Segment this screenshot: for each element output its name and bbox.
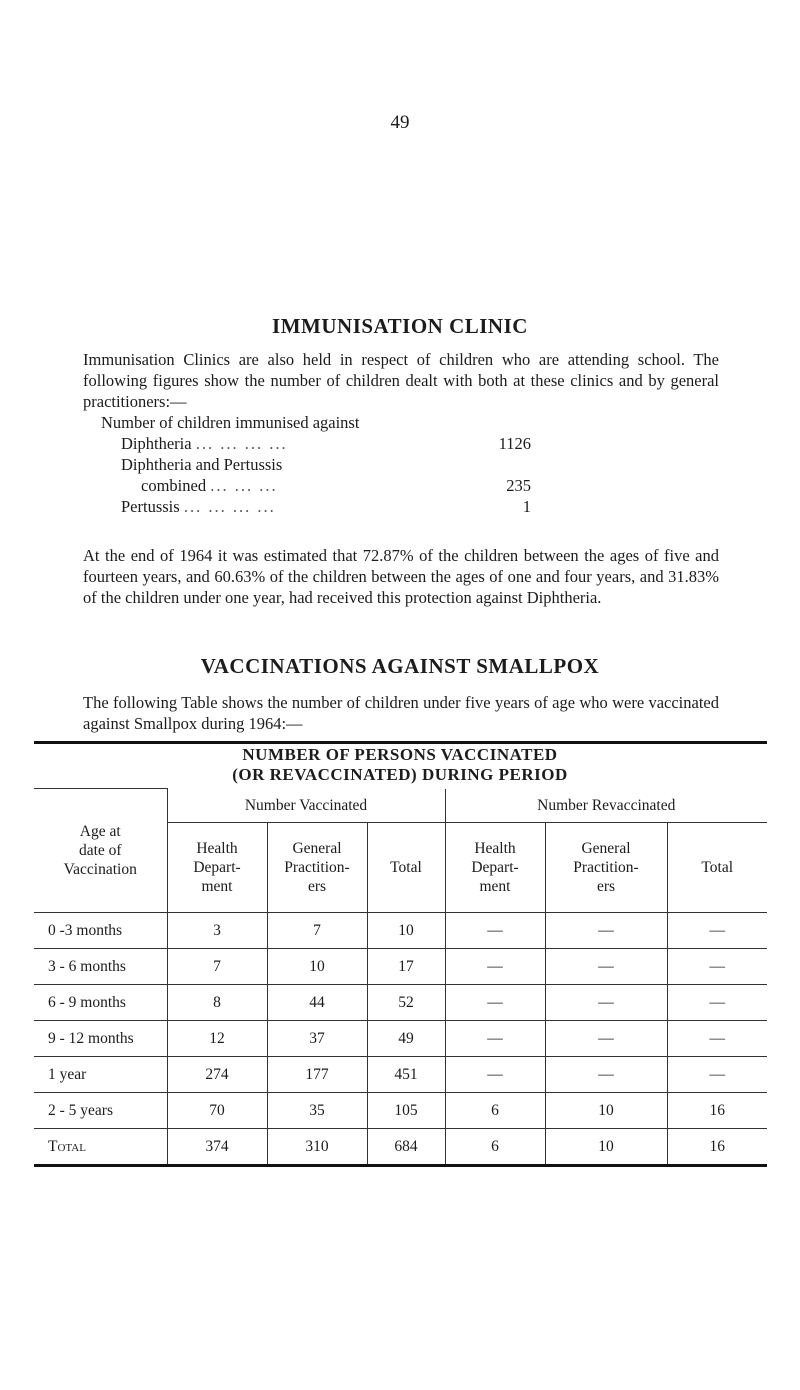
table-title-line1: NUMBER OF PERSONS VACCINATED [242,745,558,764]
list-heading: Number of children immunised against [101,413,360,432]
table-title-line2: (OR REVACCINATED) DURING PERIOD [232,765,568,784]
diphtheria-count: 1126 [498,434,531,453]
vaccination-table [34,788,767,1167]
header-general-practitioners: General Practition- ers [267,823,367,913]
immunisation-list [101,412,531,517]
header-general-practitioners: General Practition- ers [545,823,667,913]
smallpox-intro: The following Table shows the number of children under five years of age who were vaccinated against Smallpox during 1964:— [83,693,719,733]
table-row: 0 -3 months 3 7 10 — — — [34,913,767,949]
table-row: 6 - 9 months 8 44 52 — — — [34,985,767,1021]
list-item: Diphtheria ... ... ... ... 1126 [121,434,531,453]
pertussis-count: 1 [522,497,531,516]
table-row: 3 - 6 months 7 10 17 — — — [34,949,767,985]
table-top-rule [34,741,767,744]
list-item: Diphtheria and Pertussis [121,455,283,474]
table-header-row [34,789,767,823]
header-health-department: Health Depart- ment [167,823,267,913]
vaccinated-group-header: Number Vaccinated [167,789,445,823]
age-header: Age at date of Vaccination [34,789,167,913]
revaccinated-group-header: Number Revaccinated [445,789,767,823]
header-total: Total [667,823,767,913]
list-item: combined ... ... ... 235 [141,476,531,495]
table-row: 1 year 274 177 451 — — — [34,1057,767,1093]
immunisation-heading: IMMUNISATION CLINIC [272,314,528,338]
list-item: Pertussis ... ... ... ... 1 [121,497,531,516]
immunisation-summary: At the end of 1964 it was estimated that 72.87% of the children between the ages of five and fourteen years, and 60.63% of the children between the ages of one and four years, and 31.83% of the children under one year, had received this protection against Diphtheria. [83,546,719,607]
page-number: 49 [390,112,410,133]
table-row: 2 - 5 years 70 35 105 6 10 16 [34,1093,767,1129]
table-total-row: Total 374 310 684 6 10 16 [34,1129,767,1166]
header-health-department: Health Depart- ment [445,823,545,913]
header-total: Total [367,823,445,913]
table-row: 9 - 12 months 12 37 49 — — — [34,1021,767,1057]
immunisation-intro: Immunisation Clinics are also held in respect of children who are attending school. The following figures show the number of children dealt with both at these clinics and by general practitioners:— [83,350,719,411]
smallpox-heading: VACCINATIONS AGAINST SMALLPOX [200,654,600,678]
combined-count: 235 [506,476,531,495]
